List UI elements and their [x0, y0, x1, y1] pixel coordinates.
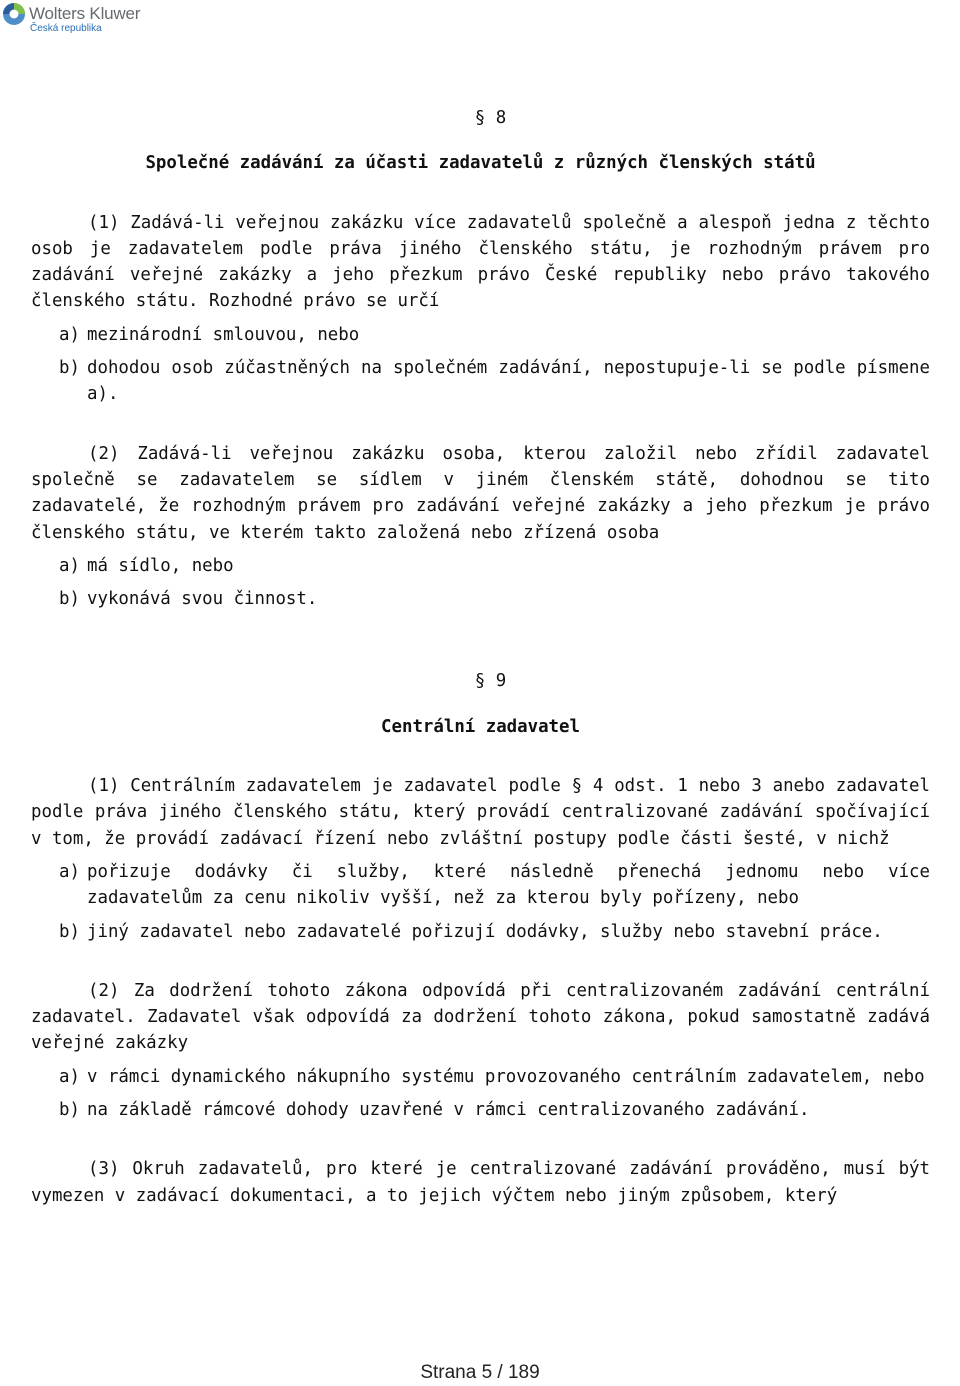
logo-text [29, 2, 140, 34]
wolters-kluwer-logo-icon [2, 2, 26, 26]
list-item [59, 322, 930, 348]
list-item [59, 553, 930, 579]
item-text: na základě rámcové dohody uzavřené v rámci centralizovaného zadávání. [87, 1100, 810, 1121]
section-title: Společné zadávání za účasti zadavatelů z různých členských států [145, 153, 816, 174]
item-text: dohodou osob zúčastněných na společném zadávání, nepostupuje-li se podle písmene a). [87, 358, 930, 405]
item-text: pořizuje dodávky či služby, které následně přenechá jednomu nebo více zadavatelům za cenu nikoliv vyšší, než za kterou byly pořízeny, nebo [87, 861, 930, 909]
item-label: a) [59, 555, 80, 576]
section-number: § 9 [474, 671, 507, 692]
paragraph: (2) Za dodržení tohoto zákona odpovídá při centralizovaném zadávání centrální zadavatel. Zadavatel však odpovídá za dodržení tohoto zákona, pokud samostatně zadává veřejné zakázky [31, 980, 930, 1054]
list-item [59, 859, 930, 912]
brand-subtitle: Česká republika [30, 23, 102, 34]
paragraph: (2) Zadává-li veřejnou zakázku osoba, kterou založil nebo zřídil zadavatel společně se zadavatelem se sídlem v jiném členském státě, dohodnou se tito zadavatelé, že rozhodným právem pro zadávání veřejné zakázky a jeho přezkum je právo členského státu, ve kterém takto založená nebo zřízená osoba [31, 443, 930, 543]
document-body [31, 100, 930, 1209]
list-item [59, 919, 930, 945]
section-number: § 8 [474, 108, 507, 128]
publisher-logo [2, 2, 140, 36]
item-text: vykonává svou činnost. [87, 589, 318, 610]
item-label: a) [59, 324, 80, 345]
item-text: v rámci dynamického nákupního systému provozovaného centrálním zadavatelem, nebo [87, 1066, 925, 1087]
item-label: b) [59, 358, 80, 379]
paragraph: (1) Centrálním zadavatelem je zadavatel podle § 4 odst. 1 nebo 3 anebo zadavatel podle práva jiného členského státu, který provádí centralizované zadávání spočívající v tom, že provádí zadávací řízení nebo zvláštní postupy podle části šesté, v nichž [31, 776, 930, 849]
page-number: Strana 5 / 189 [420, 1362, 540, 1383]
item-text: má sídlo, nebo [87, 555, 234, 576]
list-item [59, 1097, 930, 1123]
brand-name: Wolters Kluwer [29, 4, 141, 23]
paragraph: (1) Zadává-li veřejnou zakázku více zadavatelů společně a alespoň jedna z těchto osob je zadavatelem podle práva jiného členského státu, je rozhodným právem pro zadávání veřejné zakázky a jeho přezkum právo České republiky nebo právo takového členského státu. Rozhodné právo se určí [31, 212, 930, 312]
item-label: a) [59, 861, 80, 882]
item-label: a) [59, 1066, 80, 1087]
section-9 [31, 668, 930, 1208]
section-title: Centrální zadavatel [381, 716, 580, 737]
item-text: mezinárodní smlouvou, nebo [87, 324, 360, 345]
list-item [59, 355, 930, 408]
list-item [59, 1064, 930, 1090]
item-label: b) [59, 921, 80, 942]
paragraph: (3) Okruh zadavatelů, pro které je centralizované zadávání prováděno, musí být vymezen v zadávací dokumentaci, a to jejich výčtem nebo jiným způsobem, který [31, 1159, 930, 1206]
item-text: jiný zadavatel nebo zadavatelé pořizují dodávky, služby nebo stavební práce. [87, 921, 883, 942]
item-label: b) [59, 589, 80, 610]
section-8 [31, 105, 930, 612]
item-label: b) [59, 1100, 80, 1121]
list-item [59, 586, 930, 612]
